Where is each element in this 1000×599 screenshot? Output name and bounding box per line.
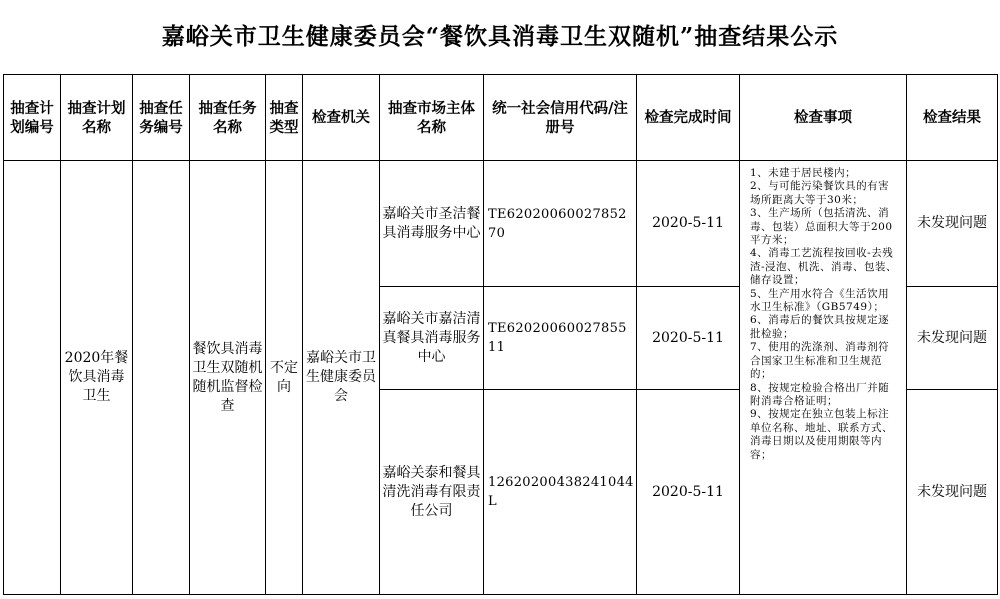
- inspection-item: 8、按规定检验合格出厂并随附消毒合格证明；: [750, 381, 890, 407]
- header-items: 检查事项: [740, 75, 907, 161]
- header-date: 检查完成时间: [637, 75, 740, 161]
- header-code: 统一社会信用代码/注册号: [484, 75, 637, 161]
- inspection-item: 4、消毒工艺流程按回收-去残渣-浸泡、机洗、消毒、包装、储存设置；: [750, 247, 898, 287]
- date-cell: 2020-5-11: [637, 161, 740, 287]
- header-task-no: 抽查任务编号: [133, 75, 190, 161]
- inspection-item: 1、未建于居民楼内；: [750, 167, 857, 179]
- code-cell: TE6202006002785511: [484, 287, 637, 390]
- result-cell: 未发现问题: [907, 287, 998, 390]
- results-table: [3, 74, 998, 595]
- header-plan-no: 抽查计划编号: [4, 75, 61, 161]
- inspection-items-cell: [740, 161, 907, 595]
- type-cell: 不定向: [266, 161, 303, 595]
- inspection-item: 9、按规定在独立包装上标注单位名称、地址、联系方式、消毒日期以及使用期限等内容；: [750, 408, 893, 461]
- task-no-cell: [133, 161, 190, 595]
- task-name-cell: 餐饮具消毒卫生双随机随机监督检查: [190, 161, 266, 595]
- header-agency: 检查机关: [303, 75, 380, 161]
- agency-cell: 嘉峪关市卫生健康委员会: [303, 161, 380, 595]
- result-cell: 未发现问题: [907, 161, 998, 287]
- inspection-item: 5、生产用水符合《生活饮用水卫生标准》（GB5749）；: [750, 287, 890, 314]
- date-cell: 2020-5-11: [637, 287, 740, 390]
- result-cell: 未发现问题: [907, 390, 998, 595]
- header-result: 检查结果: [907, 75, 998, 161]
- inspection-item: 2、与可能污染餐饮具的有害场所距离大等于30米；: [750, 180, 890, 206]
- inspection-item: 7、使用的洗涤剂、消毒剂符合国家卫生标准和卫生规范的；: [750, 341, 890, 381]
- header-entity: 抽查市场主体名称: [380, 75, 484, 161]
- header-type: 抽查类型: [266, 75, 303, 161]
- code-cell: 12620200438241044L: [484, 390, 637, 595]
- table-row: [4, 161, 998, 287]
- page-title: 嘉峪关市卫生健康委员会“餐饮具消毒卫生双随机”抽查结果公示: [161, 23, 839, 50]
- plan-no-cell: [4, 161, 61, 595]
- plan-name-cell: 2020年餐饮具消毒卫生: [61, 161, 133, 595]
- header-row: [4, 75, 998, 161]
- code-cell: TE6202006002785270: [484, 161, 637, 287]
- header-plan-name: 抽查计划名称: [61, 75, 133, 161]
- date-cell: 2020-5-11: [637, 390, 740, 595]
- inspection-item: 6、消毒后的餐饮具按规定逐批检验；: [750, 314, 890, 340]
- inspection-item: 3、生产场所（包括清洗、消毒、包装）总面积大等于200平方米；: [750, 207, 893, 247]
- entity-cell: 嘉峪关市圣洁餐具消毒服务中心: [380, 161, 484, 287]
- entity-cell: 嘉峪关泰和餐具清洗消毒有限责任公司: [380, 390, 484, 595]
- entity-cell: 嘉峪关市嘉洁清真餐具消毒服务中心: [380, 287, 484, 390]
- header-task-name: 抽查任务名称: [190, 75, 266, 161]
